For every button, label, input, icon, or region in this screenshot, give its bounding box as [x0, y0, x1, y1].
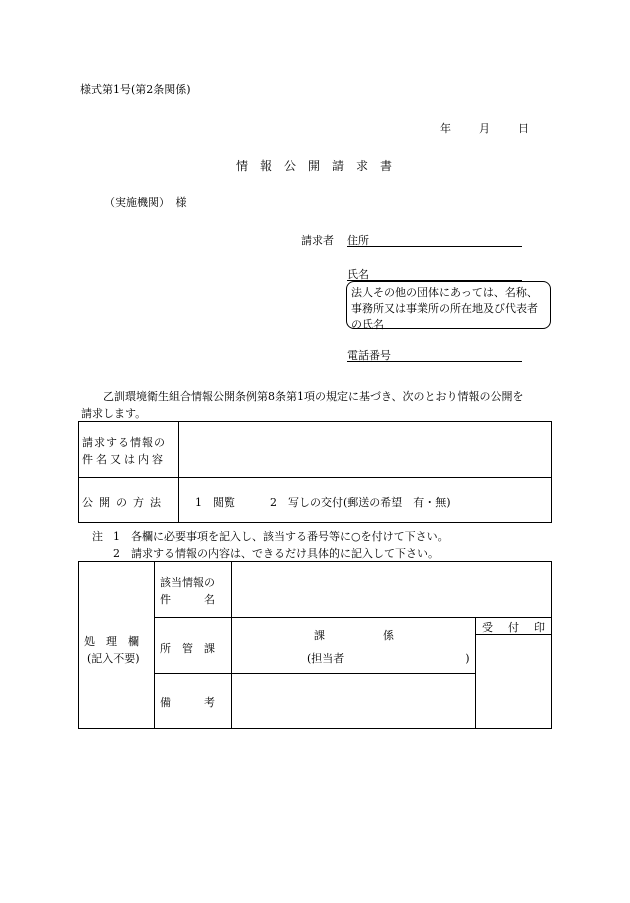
phone-field[interactable] [347, 347, 522, 362]
receipt-stamp-label: 受 付 印 [482, 621, 547, 634]
processing-table [78, 561, 552, 729]
request-subject-input[interactable] [180, 423, 550, 475]
corporate-name-note [346, 281, 551, 329]
address-label: 住所 [347, 234, 369, 247]
processing-col-divider-2 [231, 561, 232, 729]
kakari-label: 係 [383, 629, 394, 642]
remarks-label: 備 考 [160, 696, 215, 709]
request-table-column-divider [178, 421, 179, 523]
processing-row-divider-2 [154, 673, 475, 674]
processing-section-label: 処 理 欄 [84, 635, 139, 648]
processing-row-divider-1 [154, 617, 552, 618]
disclosure-method-label: 公開の方法 [82, 496, 167, 509]
method-option-copy[interactable]: 2 写しの交付(郵送の希望 有・無) [270, 496, 451, 509]
address-field[interactable] [347, 232, 522, 247]
phone-label: 電話番号 [347, 349, 391, 362]
requester-label: 請求者 [301, 234, 334, 247]
note-2: 2 請求する情報の内容は、できるだけ具体的に記入して下さい。 [113, 547, 439, 560]
ka-label: 課 [314, 629, 325, 642]
page-title: 情 報 公 開 請 求 書 [236, 159, 393, 173]
processing-col-divider-1 [154, 561, 155, 729]
addressee: （実施機関） 様 [104, 196, 187, 209]
date-line: 年 月 日 [440, 122, 531, 135]
note-prefix: 注 [92, 530, 103, 543]
person-in-charge: (担当者 ) [307, 652, 470, 665]
subject-label-2: 件 名 [160, 593, 215, 606]
name-label: 氏名 [347, 268, 369, 281]
note-1: 1 各欄に必要事項を記入し、該当する番号等に○を付けて下さい。 [113, 530, 449, 543]
department-label: 所 管 課 [160, 642, 215, 655]
request-table-divider [78, 477, 552, 478]
request-subject-label-2: 件名又は内容 [82, 453, 166, 466]
request-subject-label-1: 請求する情報の [82, 436, 166, 449]
body-text-line-1: 乙訓環境衛生組合情報公開条例第8条第1項の規定に基づき、次のとおり情報の公開を [103, 390, 524, 403]
corporate-name-note-text: 法人その他の団体にあっては、名称、事務所又は事業所の所在地及び代表者の氏名 [351, 286, 538, 331]
processing-section-note: (記入不要) [87, 652, 140, 665]
method-option-viewing[interactable]: 1 閲覧 [195, 496, 235, 509]
name-field[interactable] [347, 266, 522, 281]
form-number: 様式第1号(第2条関係) [80, 83, 191, 96]
subject-label-1: 該当情報の [160, 576, 215, 589]
body-text-line-2: 請求します。 [81, 407, 147, 420]
